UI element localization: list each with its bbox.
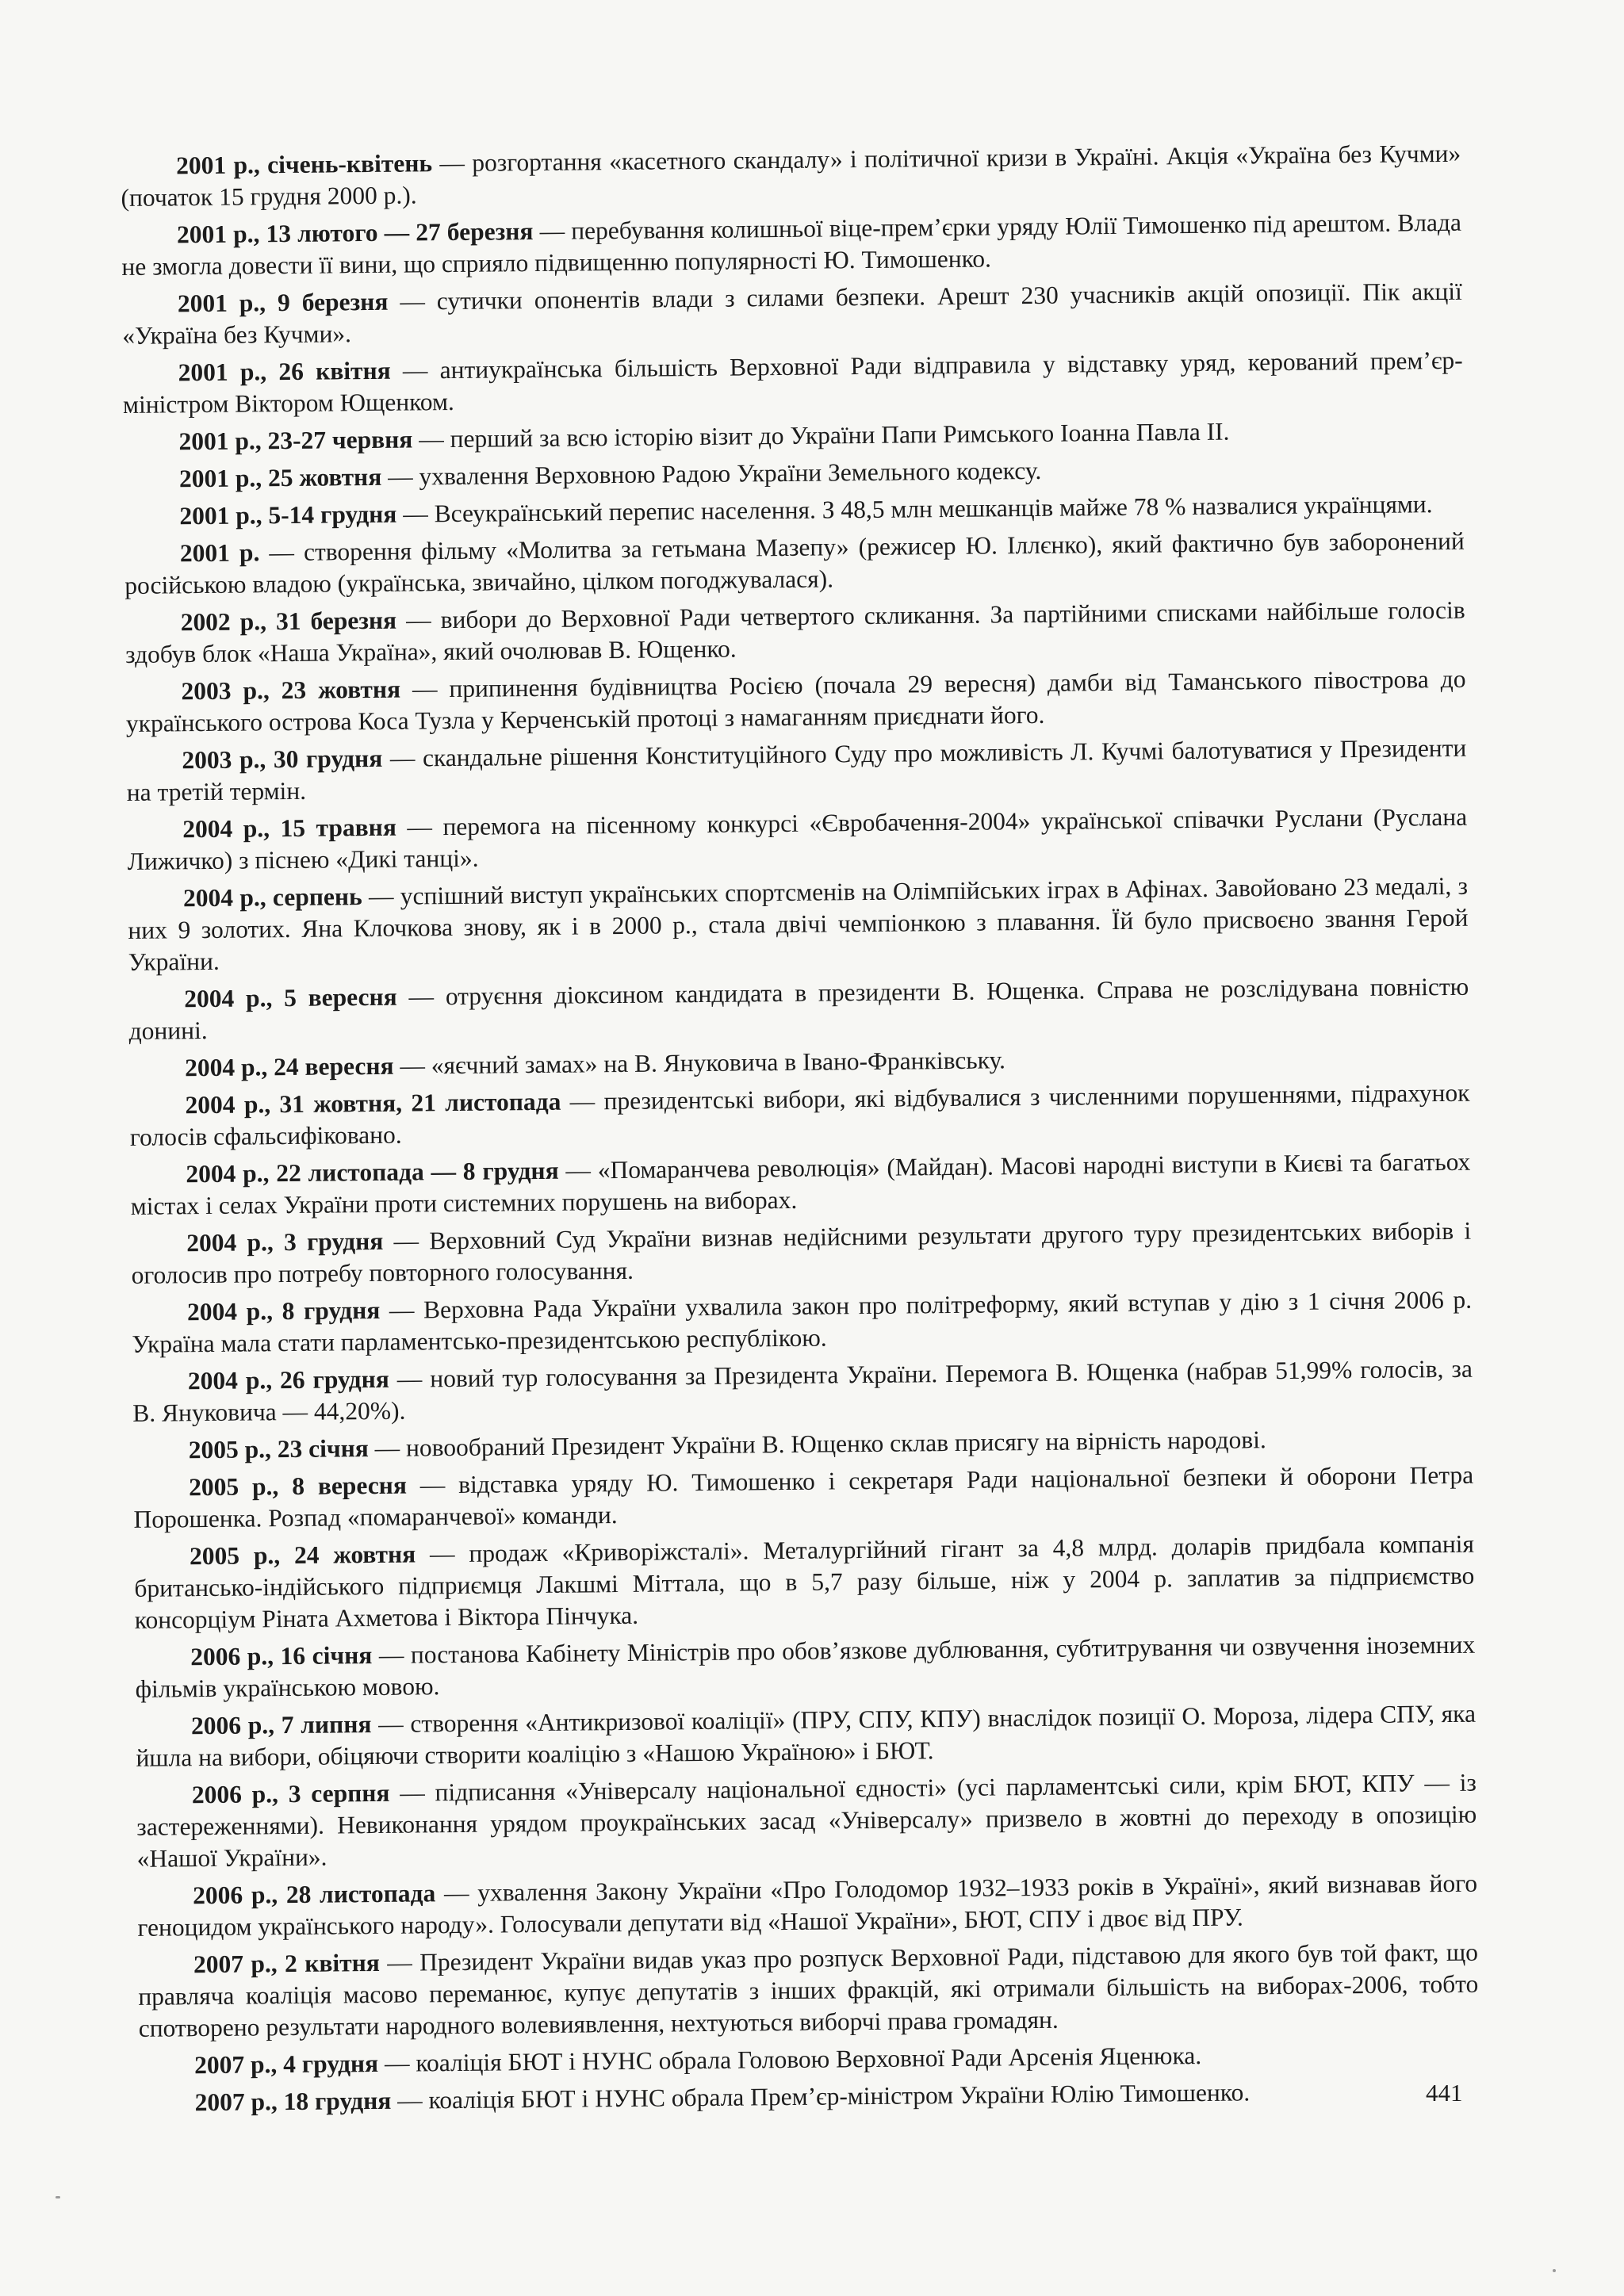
entry-date: 2007 р., 18 грудня (194, 2086, 392, 2117)
entry-date: 2006 р., 3 серпня (191, 1778, 390, 1809)
entry-text: скандальне рішення Конституційного Суду про можливість Л. Кучмі балотуватися у Президенти на третій термін. (126, 733, 1467, 806)
chronology-entry (123, 345, 1464, 421)
entry-text: перебування колишньої віце-прем’єрки уряду Юлії Тимошенко під арештом. Влада не змогла довести її вини, що сприяло підвищенню популярності Ю. Тимошенко. (121, 208, 1462, 281)
entry-dash: — (561, 1087, 604, 1115)
entry-date: 2002 р., 31 березня (180, 606, 397, 637)
chronology-entry (139, 2038, 1479, 2082)
chronology-entry (124, 526, 1465, 602)
entry-dash: — (382, 744, 423, 772)
entry-date: 2004 р., 3 грудня (186, 1226, 384, 1257)
entry-text: перший за всю історію візит до України Папи Римського Іоанна Павла II. (450, 417, 1230, 453)
entry-text: перемога на пісенному конкурсі «Євробачення-2004» української співачки Руслани (Руслана Лижичко) з піснею «Дикі танці». (127, 802, 1468, 875)
entry-date: 2004 р., 31 жовтня, 21 листопада (185, 1087, 561, 1119)
chronology-entry (133, 1460, 1474, 1536)
chronology-entry (128, 971, 1469, 1047)
entry-text: коаліція БЮТ і НУНС обрала Прем’єр-міністром України Юлію Тимошенко. (428, 2078, 1251, 2114)
entry-dash: — (377, 2049, 416, 2077)
chronology-entry (139, 2075, 1479, 2119)
chronology-entry (121, 138, 1461, 214)
entry-dash: — (390, 356, 440, 385)
entry-date: 2004 р., 15 травня (182, 813, 397, 844)
entry-dash: — (396, 606, 441, 634)
entry-dash: — (383, 1226, 430, 1255)
entry-date: 2001 р., 9 березня (177, 287, 389, 318)
chronology-entry (123, 414, 1463, 458)
entry-dash: — (558, 1156, 598, 1184)
entry-text: створення фільму «Молитва за гетьмана Мазепу» (режисер Ю. Іллєнко), який фактично був заборонений російською владою (українська, звичайно, цілком погоджувалася). (124, 526, 1465, 599)
chronology-entry (129, 1040, 1469, 1085)
entry-date: 2003 р., 30 грудня (182, 744, 383, 775)
entry-date: 2001 р., 26 квітня (178, 356, 391, 387)
entry-text: вибори до Верховної Ради четвертого скликання. За партійними списками найбільше голосів здобув блок «Наша Україна», який очолював В. Ющенко. (124, 595, 1465, 668)
chronology-entry (127, 802, 1468, 878)
entry-text: ухвалення Закону України «Про Голодомор 1932–1933 років в Україні», який визнавав його геноцидом українського народу». Голосували депутати від «Нашої України», БЮТ, СПУ і двоє від ПРУ. (137, 1869, 1478, 1942)
scan-speck (1553, 2269, 1556, 2272)
entry-date: 2001 р., січень-квітень (176, 149, 433, 180)
entry-date: 2003 р., 23 жовтня (181, 675, 401, 706)
chronology-entry (129, 1077, 1470, 1154)
chronology-text (121, 138, 1480, 2125)
entry-dash: — (380, 1295, 424, 1324)
chronology-entry (124, 451, 1464, 496)
entry-dash: — (389, 1778, 435, 1807)
entry-dash: — (372, 1640, 412, 1670)
entry-text: відставка уряду Ю. Тимошенко і секретаря Ради національної безпеки й оборони Петра Порошенка. Розпад «помаранчевої» команди. (133, 1460, 1474, 1533)
entry-dash: — (431, 148, 473, 178)
entry-text: постанова Кабінету Міністрів про обов’язкове дублювання, субтитрування чи озвучення іноземних фільмів українською мовою. (135, 1630, 1476, 1703)
entry-text: президентські вибори, які відбувалися з численними порушеннями, підрахунок голосів сфальсифіковано. (129, 1078, 1470, 1151)
chronology-entry (136, 1767, 1477, 1875)
chronology-entry (126, 733, 1467, 809)
entry-text: «яєчний замах» на В. Януковича в Івано-Франківську. (431, 1046, 1006, 1080)
entry-dash: — (379, 1948, 420, 1976)
entry-dash: — (391, 2086, 429, 2114)
chronology-entry (138, 1937, 1479, 2045)
chronology-entry (136, 1698, 1477, 1774)
entry-date: 2004 р., 8 грудня (186, 1295, 381, 1326)
entry-text: Всеукраїнський перепис населення. З 48,5 млн мешканців майже 78 % назвалися українцями. (434, 490, 1433, 528)
entry-date: 2004 р., серпень (182, 882, 362, 913)
entry-dash: — (435, 1878, 478, 1908)
entry-text: ухвалення Верховною Радою України Земельного кодексу. (419, 456, 1042, 491)
entry-date: 2001 р., 5-14 грудня (179, 499, 397, 530)
entry-date: 2005 р., 8 вересня (189, 1471, 408, 1502)
entry-dash: — (412, 425, 450, 453)
entry-text: Верховна Рада України ухвалила закон про політреформу, який вступав у дію з 1 січня 2006 р. Україна мала стати парламентсько-президентською республікою. (132, 1285, 1473, 1358)
chronology-entry (128, 871, 1469, 978)
entry-dash: — (396, 499, 435, 528)
entry-dash: — (400, 675, 450, 703)
chronology-entry (133, 1422, 1473, 1467)
entry-date: 2001 р., 25 жовтня (178, 462, 382, 493)
scan-speck (56, 2196, 60, 2198)
chronology-entry (137, 1868, 1478, 1944)
chronology-entry (132, 1353, 1473, 1429)
entry-date: 2006 р., 7 липня (190, 1710, 372, 1740)
entry-date: 2001 р., 23-27 червня (178, 425, 413, 456)
entry-date: 2006 р., 28 листопада (192, 1879, 436, 1910)
entry-dash: — (259, 538, 304, 567)
entry-dash: — (406, 1470, 459, 1499)
entry-dash: — (362, 882, 400, 911)
entry-dash: — (396, 813, 443, 841)
chronology-entry (125, 595, 1466, 671)
chronology-entry (130, 1146, 1471, 1223)
chronology-entry (122, 276, 1463, 352)
entry-text: «Помаранчева революція» (Майдан). Масові народні виступи в Києві та багатьох містах і селах України проти системних порушень на виборах. (130, 1147, 1471, 1220)
entry-text: Верховний Суд України визнав недійсними результати другого туру президентських виборів і оголосив про потребу повторного голосування. (131, 1216, 1472, 1289)
entry-text: отруєння діоксином кандидата в президенти В. Ющенка. Справа не розслідувана повністю донині. (128, 972, 1469, 1045)
entry-text: антиукраїнська більшість Верховної Ради відправила у відставку уряд, керований прем’єр-міністром Віктором Ющенком. (122, 346, 1463, 419)
entry-text: новообраний Президент України В. Ющенко склав присягу на вірність народові. (405, 1425, 1266, 1462)
entry-dash: — (368, 1433, 407, 1463)
entry-dash: — (371, 1709, 411, 1739)
entry-date: 2004 р., 22 листопада — 8 грудня (186, 1156, 559, 1188)
chronology-entry (125, 664, 1466, 740)
entry-text: розгортання «касетного скандалу» і політичної кризи в Україні. Акція «Україна без Кучми» (початок 15 грудня 2000 р.). (121, 139, 1461, 212)
entry-date: 2001 р. (179, 538, 260, 568)
entry-dash: — (396, 982, 446, 1011)
chronology-entry (134, 1529, 1475, 1636)
entry-dash: — (389, 1364, 431, 1393)
entry-dash: — (381, 462, 419, 491)
entry-date: 2007 р., 2 квітня (193, 1948, 380, 1979)
entry-date: 2004 р., 26 грудня (187, 1364, 390, 1395)
entry-dash: — (416, 1539, 469, 1568)
entry-text: припинення будівництва Росією (почала 29 вересня) дамби від Таманського півострова до українського острова Коса Тузла у Керченській протоці з намаганням приєднати його. (125, 664, 1466, 737)
entry-text: коаліція БЮТ і НУНС обрала Головою Верховної Ради Арсенія Яценюка. (416, 2042, 1202, 2077)
entry-text: новий тур голосування за Президента України. Перемога В. Ющенка (набрав 51,99% голосів, за В. Януковича — 44,20%). (132, 1354, 1473, 1427)
entry-date: 2005 р., 23 січня (188, 1434, 369, 1464)
entry-date: 2004 р., 5 вересня (184, 982, 397, 1013)
page-number: 441 (1426, 2079, 1463, 2107)
entry-dash: — (388, 287, 437, 316)
chronology-entry (132, 1284, 1473, 1360)
entry-date: 2005 р., 24 жовтня (189, 1540, 416, 1571)
entry-text: створення «Антикризової коаліції» (ПРУ, СПУ, КПУ) внаслідок позиції О. Мороза, лідера СПУ, яка йшла на вибори, обіцяючи створити коаліцію з «Нашою Україною» і БЮТ. (136, 1699, 1477, 1772)
entry-dash: — (393, 1051, 431, 1080)
entry-text: підписання «Універсалу національної єдності» (усі парламентські сили, крім БЮТ, КПУ — із застереженнями). Невиконання урядом проукраїнських засад «Універсалу» призвело в жовтні до переходу в опозицію «Нашої України». (136, 1768, 1477, 1873)
entry-date: 2007 р., 4 грудня (194, 2049, 379, 2080)
entry-text: успішний виступ українських спортсменів на Олімпійських іграх в Афінах. Завойовано 23 медалі, з них 9 золотих. Яна Клочкова знову, як і в 2000 р., стала двічі чемпіонкою з плавання. Їй було присвоєно звання Герой України. (128, 871, 1469, 976)
entry-text: Президент України видав указ про розпуск Верховної Ради, підставою для якого був той факт, що правляча коаліція масово переманює, купує депутатів з інших фракцій, які отримали більшість на виборах-2006, тобто спотворено результати народного волевиявлення, нехтуються виборчі права громадян. (138, 1938, 1479, 2042)
entry-date: 2006 р., 16 січня (190, 1641, 373, 1671)
entry-date: 2001 р., 13 лютого — 27 березня (176, 217, 534, 249)
chronology-entry (124, 488, 1464, 533)
entry-dash: — (533, 216, 572, 246)
entry-date: 2004 р., 24 вересня (184, 1051, 394, 1082)
chronology-entry (131, 1215, 1472, 1292)
entry-text: продаж «Криворіжсталі». Металургійний гігант за 4,8 млрд. доларів придбала компанія британсько-індійського підприємця Лакшмі Міттала, що в 5,7 разу більше, ніж у 2004 р. заплатив за підприємство консорціум Ріната Ахметова і Віктора Пінчука. (134, 1529, 1475, 1634)
entry-text: сутички опонентів влади з силами безпеки. Арешт 230 учасників акцій опозиції. Пік акції «Україна без Кучми». (122, 277, 1462, 350)
chronology-entry (121, 207, 1462, 283)
chronology-entry (135, 1629, 1476, 1705)
